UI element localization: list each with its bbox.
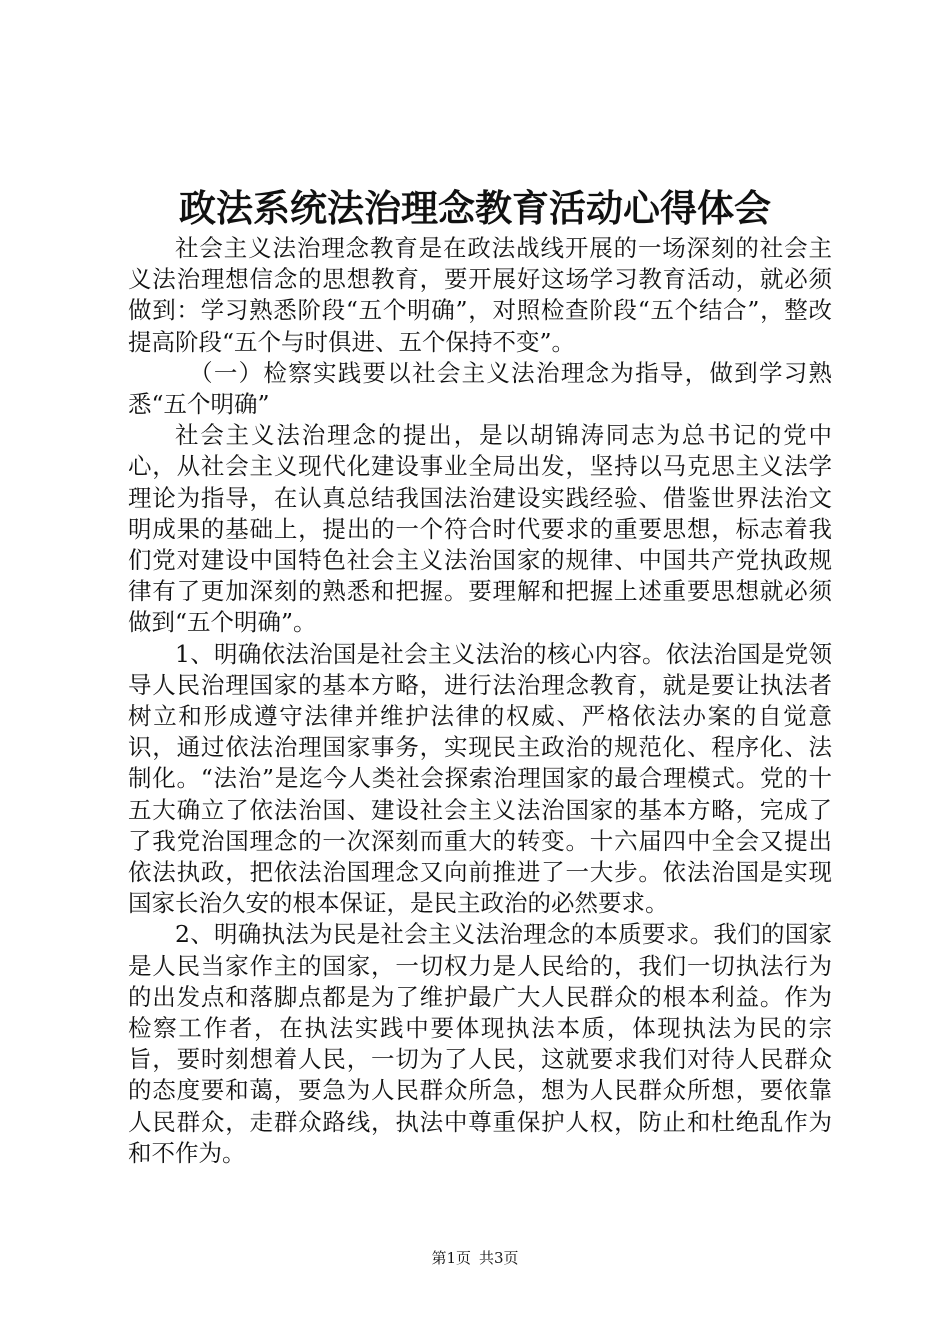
section-heading: （一）检察实践要以社会主义法治理念为指导，做到学习熟悉“五个明确”: [128, 358, 832, 419]
document-body: [128, 233, 832, 1169]
paragraph-point-2: 2、明确执法为民是社会主义法治理念的本质要求。我们的国家是人民当家作主的国家，一切权力是人民给的，我们一切执法行为的出发点和落脚点都是为了维护最广大人民群众的根本利益。作为检察工作者，在执法实践中要体现执法本质，体现执法为民的宗旨，要时刻想着人民，一切为了人民，这就要求我们对待人民群众的态度要和蔼，要急为人民群众所急，想为人民群众所想，要依靠人民群众，走群众路线，执法中尊重保护人权，防止和杜绝乱作为和不作为。: [128, 920, 832, 1167]
page-total: 共3页: [479, 1249, 519, 1267]
paragraph-intro: 社会主义法治理念教育是在政法战线开展的一场深刻的社会主义法治理想信念的思想教育，要开展好这场学习教育活动，就必须做到：学习熟悉阶段“五个明确”，对照检查阶段“五个结合”，整改提高阶段“五个与时俱进、五个保持不变”。: [128, 234, 832, 356]
page-number: 第1页: [431, 1249, 471, 1267]
paragraph-background: 社会主义法治理念的提出，是以胡锦涛同志为总书记的党中心，从社会主义现代化建设事业全局出发，坚持以马克思主义法学理论为指导，在认真总结我国法治建设实践经验、借鉴世界法治文明成果的基础上，提出的一个符合时代要求的重要思想，标志着我们党对建设中国特色社会主义法治国家的规律、中国共产党执政规律有了更加深刻的熟悉和把握。要理解和把握上述重要思想就必须做到“五个明确”。: [128, 421, 832, 637]
document-title: 政法系统法治理念教育活动心得体会: [179, 186, 771, 230]
paragraph-point-1: 1、明确依法治国是社会主义法治的核心内容。依法治国是党领导人民治理国家的基本方略，进行法治理念教育，就是要让执法者树立和形成遵守法律并维护法律的权威、严格依法办案的自觉意识，通过依法治理国家事务，实现民主政治的规范化、程序化、法制化。“法治”是迄今人类社会探索治理国家的最合理模式。党的十五大确立了依法治国、建设社会主义法治国家的基本方略，完成了了我党治国理念的一次深刻而重大的转变。十六届四中全会又提出依法执政，把依法治国理念又向前推进了一大步。依法治国是实现国家长治久安的根本保证，是民主政治的必然要求。: [128, 639, 832, 918]
page-footer: [0, 1247, 950, 1269]
